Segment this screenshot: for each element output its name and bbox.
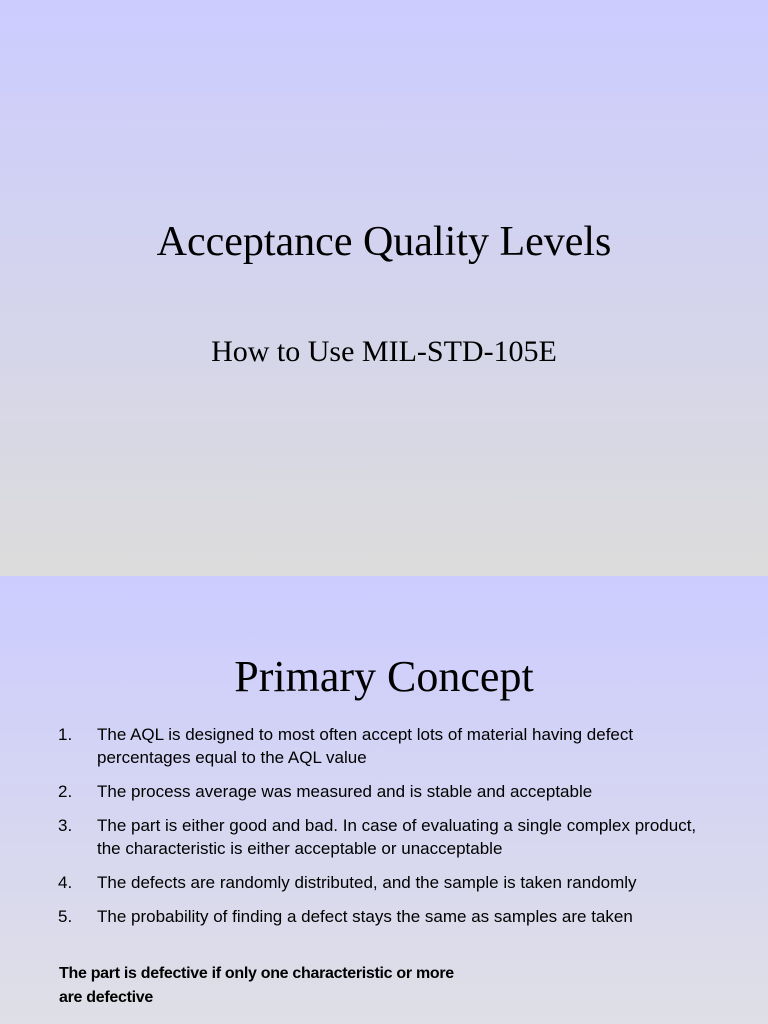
defective-note: The part is defective if only one characteristic or more are defective — [59, 965, 454, 1006]
list-item — [58, 905, 718, 928]
list-item-number: 3. — [58, 816, 73, 835]
list-item-number: 1. — [58, 725, 73, 744]
slide-primary-concept — [0, 576, 768, 1024]
list-item-text: The probability of finding a defect stays the same as samples are taken — [97, 907, 633, 926]
list-item-text: The part is either good and bad. In case of evaluating a single complex product, the characteristic is either acceptable or unacceptable — [97, 816, 697, 858]
list-item-number: 2. — [58, 782, 73, 801]
list-item — [58, 871, 718, 894]
slide-title: Primary Concept — [234, 652, 534, 701]
slide-subtitle: How to Use MIL-STD-105E — [211, 335, 557, 368]
concept-list — [58, 723, 718, 939]
list-item-text: The AQL is designed to most often accept lots of material having defect percentages equal to the AQL value — [97, 725, 634, 767]
slide-title: Acceptance Quality Levels — [156, 219, 612, 265]
list-item — [58, 814, 718, 860]
list-item-number: 4. — [58, 873, 73, 892]
list-item — [58, 723, 718, 769]
list-item-text: The process average was measured and is stable and acceptable — [97, 782, 593, 801]
list-item-number: 5. — [58, 907, 73, 926]
list-item — [58, 780, 718, 803]
list-item-text: The defects are randomly distributed, and the sample is taken randomly — [97, 873, 637, 892]
